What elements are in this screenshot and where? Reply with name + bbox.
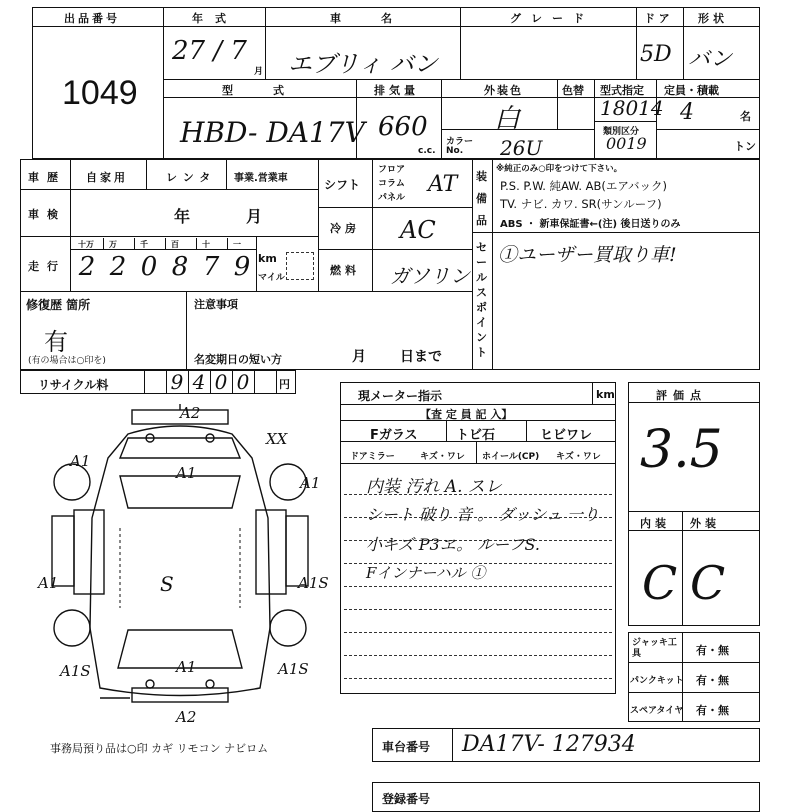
history-label: 車歴 — [28, 171, 66, 184]
mileage-digit: 2 — [78, 252, 96, 282]
mileage-mile: マイル — [258, 273, 285, 283]
wheel-value: キズ・ワレ — [556, 452, 601, 462]
diagram-damage-mark: A1 — [176, 658, 197, 676]
shift-column: コラム — [378, 179, 405, 189]
fuel-value: ガソリン — [390, 264, 470, 288]
doors-label: ドア — [644, 12, 674, 25]
interior-value: C — [642, 556, 678, 610]
equipment-note: ※純正のみ○印をつけて下さい。 — [496, 164, 623, 174]
meter-unit: km — [596, 388, 615, 401]
mileage-unit-label: 一 — [233, 240, 241, 249]
mileage-digit: 8 — [171, 252, 189, 282]
diagram-damage-mark: A1S — [278, 660, 309, 678]
type-spec-value: 18014 — [600, 96, 664, 120]
sales-point-label: セールスポイント — [476, 241, 487, 359]
diagram-damage-mark: A1 — [300, 474, 321, 492]
glass-label: Fガラス — [370, 428, 418, 443]
chassis-value: DA17V- 127934 — [462, 732, 636, 757]
model-value: HBD- DA17V — [180, 116, 365, 149]
shift-panel: パネル — [378, 193, 406, 203]
recycle-digit: 4 — [192, 370, 206, 394]
note-line-4: Fインナーハル ① — [366, 564, 486, 582]
exterior-color-value: 白 — [494, 104, 521, 134]
chip-label: トビ石 — [456, 428, 496, 443]
wheel-label: ホイール(CP) — [482, 452, 540, 462]
mileage-unit-label: 十 — [202, 240, 210, 249]
grade-label: グレード — [510, 12, 594, 25]
mileage-unit-label: 百 — [171, 240, 179, 249]
shift-value: AT — [428, 172, 458, 197]
note-line-2: シート 破り 音 。 ダッシュ 一り — [366, 505, 600, 524]
mileage-digit: 9 — [233, 252, 251, 282]
repair-note: (有の場合は○印を) — [28, 356, 106, 366]
mileage-digit: 7 — [202, 252, 220, 282]
mileage-digit: 0 — [140, 252, 158, 282]
mileage-unit-label: 千 — [140, 240, 148, 249]
recycle-digit: 0 — [214, 370, 228, 394]
interior-label: 内装 — [640, 517, 670, 530]
mileage-label: 走行 — [28, 260, 66, 273]
accessory-jack-value: 有・無 — [696, 644, 729, 657]
exterior-value: C — [690, 556, 726, 610]
accessory-jack-label: ジャッキ工具 — [632, 638, 677, 659]
chassis-label: 車台番号 — [382, 740, 431, 754]
caution-day: 日まで — [400, 349, 442, 365]
inspection-label: 車検 — [28, 208, 66, 221]
body-type-label: 形状 — [698, 12, 728, 25]
mileage-unit-label: 十万 — [78, 240, 94, 249]
diagram-damage-mark: A1S — [298, 574, 329, 592]
equipment-line3: ABS ・ 新車保証書←(注) 後日送りのみ — [500, 219, 681, 230]
repair-value: 有 — [44, 329, 68, 356]
registration-label: 登録番号 — [382, 792, 431, 806]
body-type-value: バン — [688, 47, 733, 72]
caution-label: 注意事項 — [194, 298, 238, 311]
mile-checkbox — [286, 252, 314, 280]
mileage-digit: 2 — [109, 252, 127, 282]
caution-month: 月 — [352, 349, 366, 365]
inspection-month-unit: 月 — [246, 207, 263, 226]
caution-expiry-label: 名変期日の短い方 — [194, 353, 282, 366]
history-option-business: 事業.営業車 — [234, 173, 288, 184]
lot-label: 出品番号 — [64, 12, 120, 25]
fuel-label: 燃料 — [330, 264, 360, 277]
equipment-line2: TV. ナビ. カワ. SR(サンルーフ) — [500, 197, 662, 211]
mileage-unit-label: 万 — [109, 240, 117, 249]
class-value: 0019 — [606, 134, 647, 153]
inspection-year-unit: 年 — [174, 207, 191, 226]
diagram-damage-mark: XX — [266, 430, 288, 448]
car-name-value: エブリィ バン — [288, 50, 438, 78]
aircon-value: AC — [400, 216, 436, 244]
recycle-unit: 円 — [279, 378, 290, 391]
type-spec-label: 型式指定 — [600, 84, 644, 97]
diagram-damage-mark: A2 — [176, 708, 197, 726]
shift-floor: フロア — [378, 165, 406, 175]
accessory-puncture-label: パンクキット — [630, 676, 684, 686]
shift-label: シフト — [324, 178, 361, 192]
diagram-damage-mark: A1 — [38, 574, 59, 592]
color-no-value: 26U — [500, 136, 543, 160]
equipment-label: 装備品 — [476, 170, 487, 227]
diagram-damage-mark: A1 — [70, 452, 91, 470]
capacity-persons-unit: 名 — [740, 110, 751, 123]
recycle-digit: 0 — [236, 370, 250, 394]
year-month-mark: 月 — [254, 67, 264, 77]
door-mirror-value: キズ・ワレ — [420, 452, 465, 462]
history-option-private: 自家用 — [86, 171, 128, 184]
aircon-label: 冷房 — [330, 222, 360, 235]
score-label: 評価点 — [656, 389, 707, 402]
mileage-km: km — [258, 252, 277, 265]
capacity-load-unit: トン — [734, 140, 756, 153]
accessory-puncture-value: 有・無 — [696, 674, 729, 687]
sales-point-value: ①ユーザー買取り車! — [498, 244, 677, 266]
inspector-title: 【査 定 員 記 入】 — [420, 408, 513, 421]
history-option-rental: レンタ — [166, 171, 217, 184]
registration-frame — [372, 782, 760, 812]
equipment-line1: P.S. P.W. 純AW. AB(エアバック) — [500, 179, 667, 193]
crack-label: ヒビワレ — [540, 428, 593, 443]
color-change-label: 色替 — [562, 84, 584, 97]
note-line-3: 小キズ P3ヱ。 ルーフS. — [366, 535, 540, 554]
diagram-damage-mark: A1 — [176, 464, 197, 482]
accessory-spare-value: 有・無 — [696, 704, 729, 717]
office-items: 事務局預り品は○印 カギ リモコン ナビロム — [50, 742, 269, 755]
doors-value: 5D — [640, 42, 672, 67]
capacity-persons: 4 — [680, 100, 694, 125]
diagram-damage-mark: S — [160, 572, 174, 596]
exterior-label: 外装 — [690, 517, 720, 530]
displacement-value: 660 — [378, 112, 428, 142]
model-label: 型式 — [222, 84, 324, 97]
accessory-spare-label: スペアタイヤ — [630, 706, 684, 716]
lot-number: 1049 — [62, 74, 138, 112]
car-name-label: 車名 — [330, 12, 432, 25]
year-label: 年式 — [192, 12, 238, 25]
diagram-damage-mark: A1S — [60, 662, 91, 680]
recycle-label: リサイクル料 — [38, 378, 109, 392]
diagram-damage-mark: A2 — [180, 404, 201, 422]
score-value: 3.5 — [640, 420, 723, 480]
recycle-digit: 9 — [170, 370, 184, 394]
class-label: 類別区分 — [603, 127, 640, 137]
displacement-unit: c.c. — [418, 146, 436, 156]
repair-label: 修復歴 箇所 — [26, 298, 91, 312]
door-mirror-label: ドアミラー — [350, 452, 395, 462]
year-value: 27 / 7 — [172, 36, 247, 66]
displacement-label: 排気量 — [374, 84, 419, 97]
exterior-color-label: 外装色 — [484, 84, 523, 97]
capacity-label: 定員・積載 — [664, 84, 719, 97]
meter-label: 現メーター指示 — [358, 389, 443, 403]
color-no-label: カラーNo. — [446, 137, 474, 156]
note-line-1: 内装 汚れ A. スレ — [366, 477, 502, 497]
